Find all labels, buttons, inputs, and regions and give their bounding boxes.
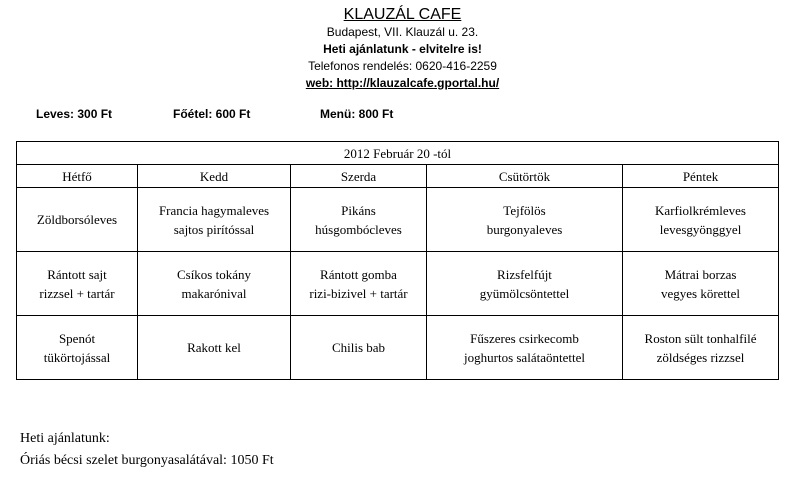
dish-cell: Spenót tükörtojással (17, 316, 138, 380)
day-friday: Péntek (623, 165, 779, 188)
web-link[interactable]: web: http://klauzalcafe.gportal.hu/ (305, 76, 500, 90)
dish-cell: Rántott gomba rizi-bizivel + tartár (291, 252, 427, 316)
dish-cell: Zöldborsóleves (17, 188, 138, 252)
cafe-address: Budapest, VII. Klauzál u. 23. (326, 25, 479, 39)
dish-cell: Rántott sajt rizzsel + tartár (17, 252, 138, 316)
day-thursday: Csütörtök (427, 165, 623, 188)
day-wednesday: Szerda (291, 165, 427, 188)
soup-price: Leves: 300 Ft (36, 107, 113, 121)
dish-cell: Roston sült tonhalfilé zöldséges rizzsel (623, 316, 779, 380)
dish-cell: Francia hagymaleves sajtos pirítóssal (138, 188, 291, 252)
cafe-header (0, 5, 805, 92)
weekly-special (20, 428, 274, 472)
dish-cell: Csíkos tokány makarónival (138, 252, 291, 316)
table-row (17, 252, 779, 316)
weekly-special-label: Heti ajánlatunk: (20, 431, 110, 446)
dish-cell: Tejfölös burgonyaleves (427, 188, 623, 252)
weekly-offer-note: Heti ajánlatunk - elvitelre is! (323, 42, 482, 56)
cafe-name: KLAUZÁL CAFE (343, 6, 462, 23)
day-monday: Hétfő (17, 165, 138, 188)
dish-cell: Rakott kel (138, 316, 291, 380)
day-tuesday: Kedd (138, 165, 291, 188)
dish-cell: Chilis bab (291, 316, 427, 380)
menu-period-title: 2012 Február 20 -tól (17, 142, 779, 165)
table-row (17, 188, 779, 252)
main-course-price: Főétel: 600 Ft (173, 107, 251, 121)
dish-cell: Pikáns húsgombócleves (291, 188, 427, 252)
table-row (17, 316, 779, 380)
day-header-row (17, 165, 779, 188)
weekly-special-dish: Óriás bécsi szelet burgonyasalátával: 1050 Ft (20, 453, 274, 468)
phone-order: Telefonos rendelés: 0620-416-2259 (308, 59, 497, 73)
dish-cell: Rizsfelfújt gyümölcsöntettel (427, 252, 623, 316)
weekly-menu-table (16, 141, 779, 380)
dish-cell: Karfiolkrémleves levesgyönggyel (623, 188, 779, 252)
price-list (0, 107, 805, 123)
dish-cell: Mátrai borzas vegyes körettel (623, 252, 779, 316)
menu-price: Menü: 800 Ft (320, 107, 394, 121)
dish-cell: Fűszeres csirkecomb joghurtos salátaöntettel (427, 316, 623, 380)
